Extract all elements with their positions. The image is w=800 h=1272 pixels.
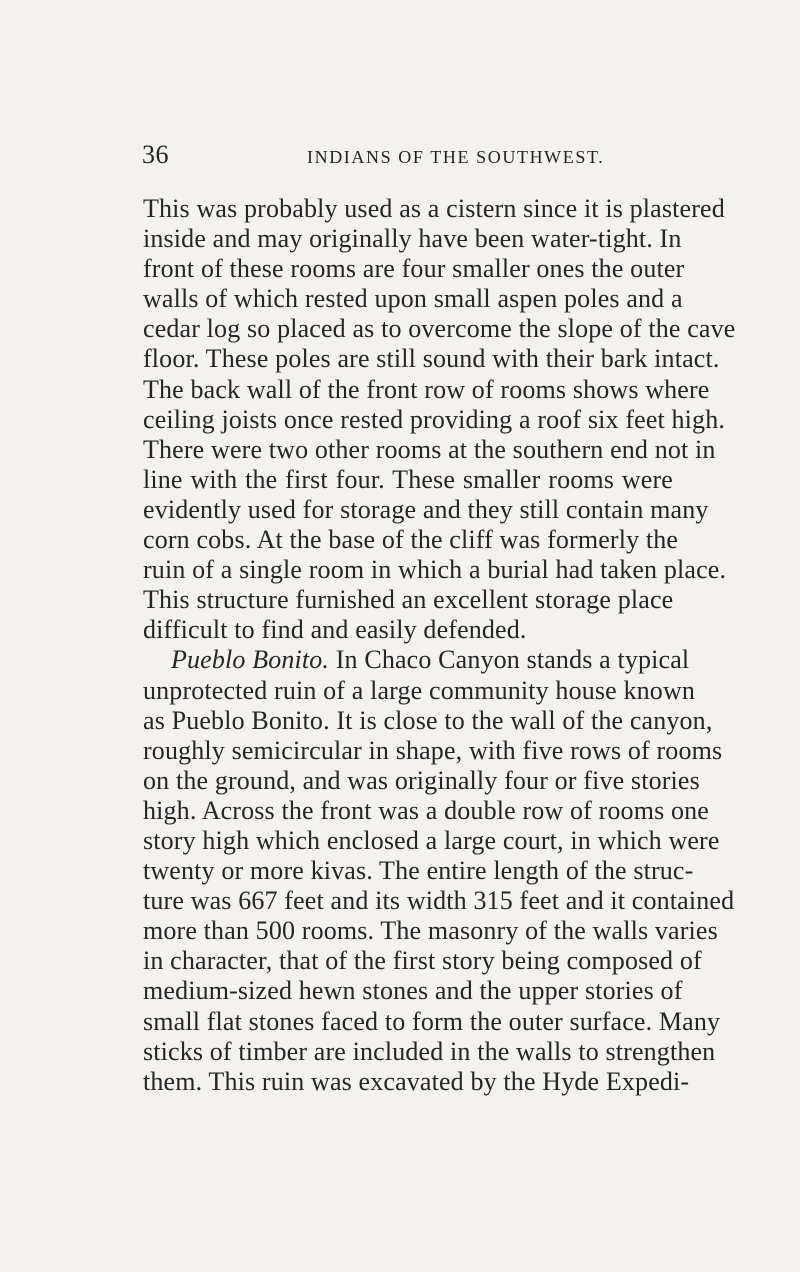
body-text (143, 194, 736, 1097)
body-line: roughly semicircular in shape, with five rows of rooms (143, 735, 723, 765)
paragraph-first-line-text: In Chaco Canyon stands a typical (335, 645, 690, 675)
body-line: them. This ruin was excavated by the Hyde Expedi- (143, 1066, 690, 1096)
body-line: evidently used for storage and they still contain many (143, 494, 709, 524)
body-line: sticks of timber are included in the walls to strengthen (143, 1036, 716, 1066)
body-line: walls of which rested upon small aspen poles and a (143, 284, 683, 314)
body-line: floor. These poles are still sound with their bark intact. (143, 344, 720, 374)
body-line: more than 500 rooms. The masonry of the walls varies (143, 916, 718, 946)
body-line: difficult to find and easily defended. (143, 615, 527, 645)
body-line: corn cobs. At the base of the cliff was formerly the (143, 525, 679, 555)
body-line: story high which enclosed a large court, in which were (143, 825, 720, 855)
body-line: as Pueblo Bonito. It is close to the wall of the canyon, (143, 705, 713, 735)
body-line: The back wall of the front row of rooms shows where (143, 374, 710, 404)
page-number: 36 (142, 140, 169, 169)
body-line: There were two other rooms at the southern end not in (143, 434, 716, 464)
body-line: twenty or more kivas. The entire length of the struc- (143, 856, 694, 886)
body-line: high. Across the front was a double row of rooms one (143, 795, 709, 825)
body-line: medium-sized hewn stones and the upper stories of (143, 976, 683, 1006)
body-line: front of these rooms are four smaller ones the outer (143, 254, 685, 284)
body-line: inside and may originally have been water-tight. In (143, 224, 682, 254)
body-line: unprotected ruin of a large community house known (143, 675, 696, 705)
body-line: line with the first four. These smaller rooms were (143, 464, 673, 494)
body-line: cedar log so placed as to overcome the slope of the cave (143, 314, 736, 344)
body-line: ceiling joists once rested providing a roof six feet high. (143, 404, 726, 434)
body-line: ruin of a single room in which a burial had taken place. (143, 555, 727, 585)
section-heading-pueblo-bonito: Pueblo Bonito. (171, 645, 330, 675)
paragraph-first-line (143, 645, 690, 675)
body-line: ture was 667 feet and its width 315 feet and it contained (143, 886, 735, 916)
body-line: small flat stones faced to form the outer surface. Many (143, 1006, 721, 1036)
body-line: in character, that of the first story being composed of (143, 946, 702, 976)
body-line: This structure furnished an excellent storage place (143, 585, 674, 615)
running-title: INDIANS OF THE SOUTHWEST. (307, 147, 605, 167)
body-line: This was probably used as a cistern since it is plastered (143, 194, 725, 223)
body-line: on the ground, and was originally four or five stories (143, 765, 700, 795)
